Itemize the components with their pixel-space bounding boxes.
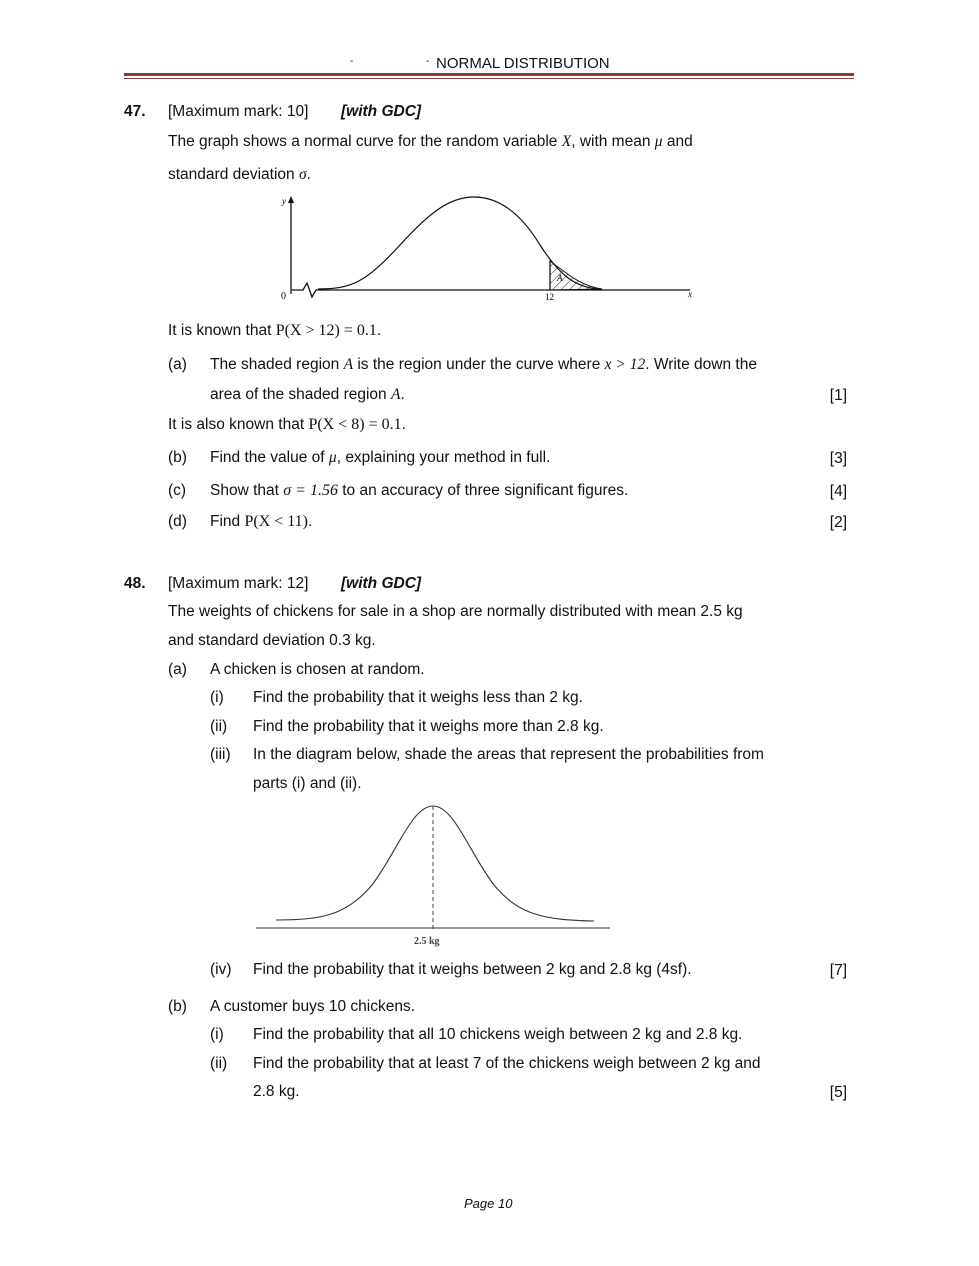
q47-y-label: y xyxy=(282,196,286,206)
q47-a-line1 xyxy=(210,356,757,374)
q48-intro-line2: and standard deviation 0.3 kg. xyxy=(168,632,376,649)
q47-c-label: (c) xyxy=(168,482,187,499)
q47-known1 xyxy=(168,322,381,340)
q47-c-expr: σ = 1.56 xyxy=(283,482,338,499)
q47-known1-a: It is known that xyxy=(168,322,276,339)
q48-a-label: (a) xyxy=(168,661,187,678)
q47-d-text xyxy=(210,513,312,531)
q48-a-ii-text: Find the probability that it weighs more than 2.8 kg. xyxy=(253,718,604,735)
q47-b-mu: μ xyxy=(328,449,337,466)
q48-a-i-text: Find the probability that it weighs less than 2 kg. xyxy=(253,689,583,706)
q47-known2 xyxy=(168,416,406,434)
q47-c-a: Show that xyxy=(210,482,284,499)
q48-normal-curve xyxy=(276,806,594,921)
q47-a2-b: . xyxy=(400,386,405,403)
q47-a1-a: The shaded region xyxy=(210,356,344,373)
header-rule-thin xyxy=(124,78,854,79)
q48-a-iii-label: (iii) xyxy=(210,746,231,763)
q48-b-ii-label: (ii) xyxy=(210,1055,228,1072)
q47-d-b: . xyxy=(308,513,313,530)
q47-b-text xyxy=(210,449,550,467)
q47-b-mark: [3] xyxy=(829,450,847,467)
q47-b-label: (b) xyxy=(168,449,187,466)
q47-a2-A: A xyxy=(390,386,401,403)
q47-number: 47. xyxy=(124,103,146,120)
q47-a1-b: is the region under the curve where xyxy=(353,356,605,373)
q47-x-axis xyxy=(291,283,690,297)
q47-c-b: to an accuracy of three significant figures. xyxy=(337,482,629,499)
q47-origin-label: 0 xyxy=(281,291,286,302)
q48-mean-label: 2.5 kg xyxy=(414,936,440,947)
q48-a-mark: [7] xyxy=(829,962,847,979)
q48-number: 48. xyxy=(124,575,146,592)
q47-intro1-c: and xyxy=(662,133,693,150)
q47-intro1-X: X xyxy=(561,133,572,150)
page-number: Page 10 xyxy=(464,1196,513,1211)
q47-b-a: Find the value of xyxy=(210,449,329,466)
q47-intro1-mu: μ xyxy=(654,133,663,150)
q47-d-a: Find xyxy=(210,513,245,530)
q47-x-label: x xyxy=(688,289,692,299)
q47-known2-a: It is also known that xyxy=(168,416,309,433)
q47-gdc: [with GDC] xyxy=(341,103,422,120)
q47-a2-a: area of the shaded region xyxy=(210,386,391,403)
q47-intro2-b: . xyxy=(306,166,311,183)
q47-y-axis-arrow xyxy=(288,196,294,203)
header-title: NORMAL DISTRIBUTION xyxy=(436,55,610,72)
header-tick-2: - xyxy=(426,56,430,67)
q47-region-label: A xyxy=(557,273,563,283)
q48-max-mark: [Maximum mark: 12] xyxy=(168,575,309,592)
q48-b-ii-text1: Find the probability that at least 7 of the chickens weigh between 2 kg and xyxy=(253,1055,761,1072)
q48-intro-line1: The weights of chickens for sale in a shop are normally distributed with mean 2.5 kg xyxy=(168,603,743,620)
q47-intro2-a: standard deviation xyxy=(168,166,299,183)
header-tick-1: - xyxy=(350,56,354,67)
q47-known1-b: . xyxy=(376,322,382,339)
q48-b-label: (b) xyxy=(168,998,187,1015)
header-rule-thick xyxy=(124,73,854,76)
q48-normal-curve-graph xyxy=(252,800,614,952)
q48-b-ii-text2: 2.8 kg. xyxy=(253,1083,300,1100)
q48-b-mark: [5] xyxy=(829,1084,847,1101)
q47-intro2-sigma: σ xyxy=(298,166,307,183)
q47-a-line2 xyxy=(210,386,405,404)
q47-known1-expr: P(X > 12) = 0.1 xyxy=(275,322,377,339)
q47-intro1-a: The graph shows a normal curve for the random variable xyxy=(168,133,562,150)
q47-max-mark: [Maximum mark: 10] xyxy=(168,103,309,120)
q48-a-iii-text1: In the diagram below, shade the areas that represent the probabilities from xyxy=(253,746,764,763)
q47-d-label: (d) xyxy=(168,513,187,530)
q47-a1-A: A xyxy=(343,356,354,373)
q47-c-text xyxy=(210,482,628,500)
q48-a-iv-text: Find the probability that it weighs between 2 kg and 2.8 kg (4sf). xyxy=(253,961,692,978)
q48-a-i-label: (i) xyxy=(210,689,224,706)
q47-d-mark: [2] xyxy=(829,514,847,531)
q47-a-label: (a) xyxy=(168,356,187,373)
q48-a-iv-label: (iv) xyxy=(210,961,232,978)
q47-a1-expr: x > 12 xyxy=(604,356,646,373)
q47-tick-label-12: 12 xyxy=(545,292,554,302)
q48-b-i-label: (i) xyxy=(210,1026,224,1043)
q48-b-i-text: Find the probability that all 10 chickens weigh between 2 kg and 2.8 kg. xyxy=(253,1026,743,1043)
q47-a1-c: . Write down the xyxy=(645,356,757,373)
q47-c-mark: [4] xyxy=(829,483,847,500)
q47-intro-line1 xyxy=(168,133,693,151)
q48-b-text: A customer buys 10 chickens. xyxy=(210,998,416,1015)
q47-d-expr: P(X < 11) xyxy=(244,513,309,530)
q48-a-text: A chicken is chosen at random. xyxy=(210,661,425,678)
q48-a-ii-label: (ii) xyxy=(210,718,228,735)
q48-gdc: [with GDC] xyxy=(341,575,422,592)
q47-intro-line2 xyxy=(168,166,311,184)
q47-intro1-b: , with mean xyxy=(571,133,655,150)
q47-normal-curve-graph xyxy=(270,190,710,306)
q48-a-iii-text2: parts (i) and (ii). xyxy=(253,775,362,792)
q47-known2-expr: P(X < 8) = 0.1 xyxy=(308,416,402,433)
q47-b-b: , explaining your method in full. xyxy=(336,449,551,466)
q47-known2-b: . xyxy=(401,416,406,433)
q47-a-mark: [1] xyxy=(829,387,847,404)
